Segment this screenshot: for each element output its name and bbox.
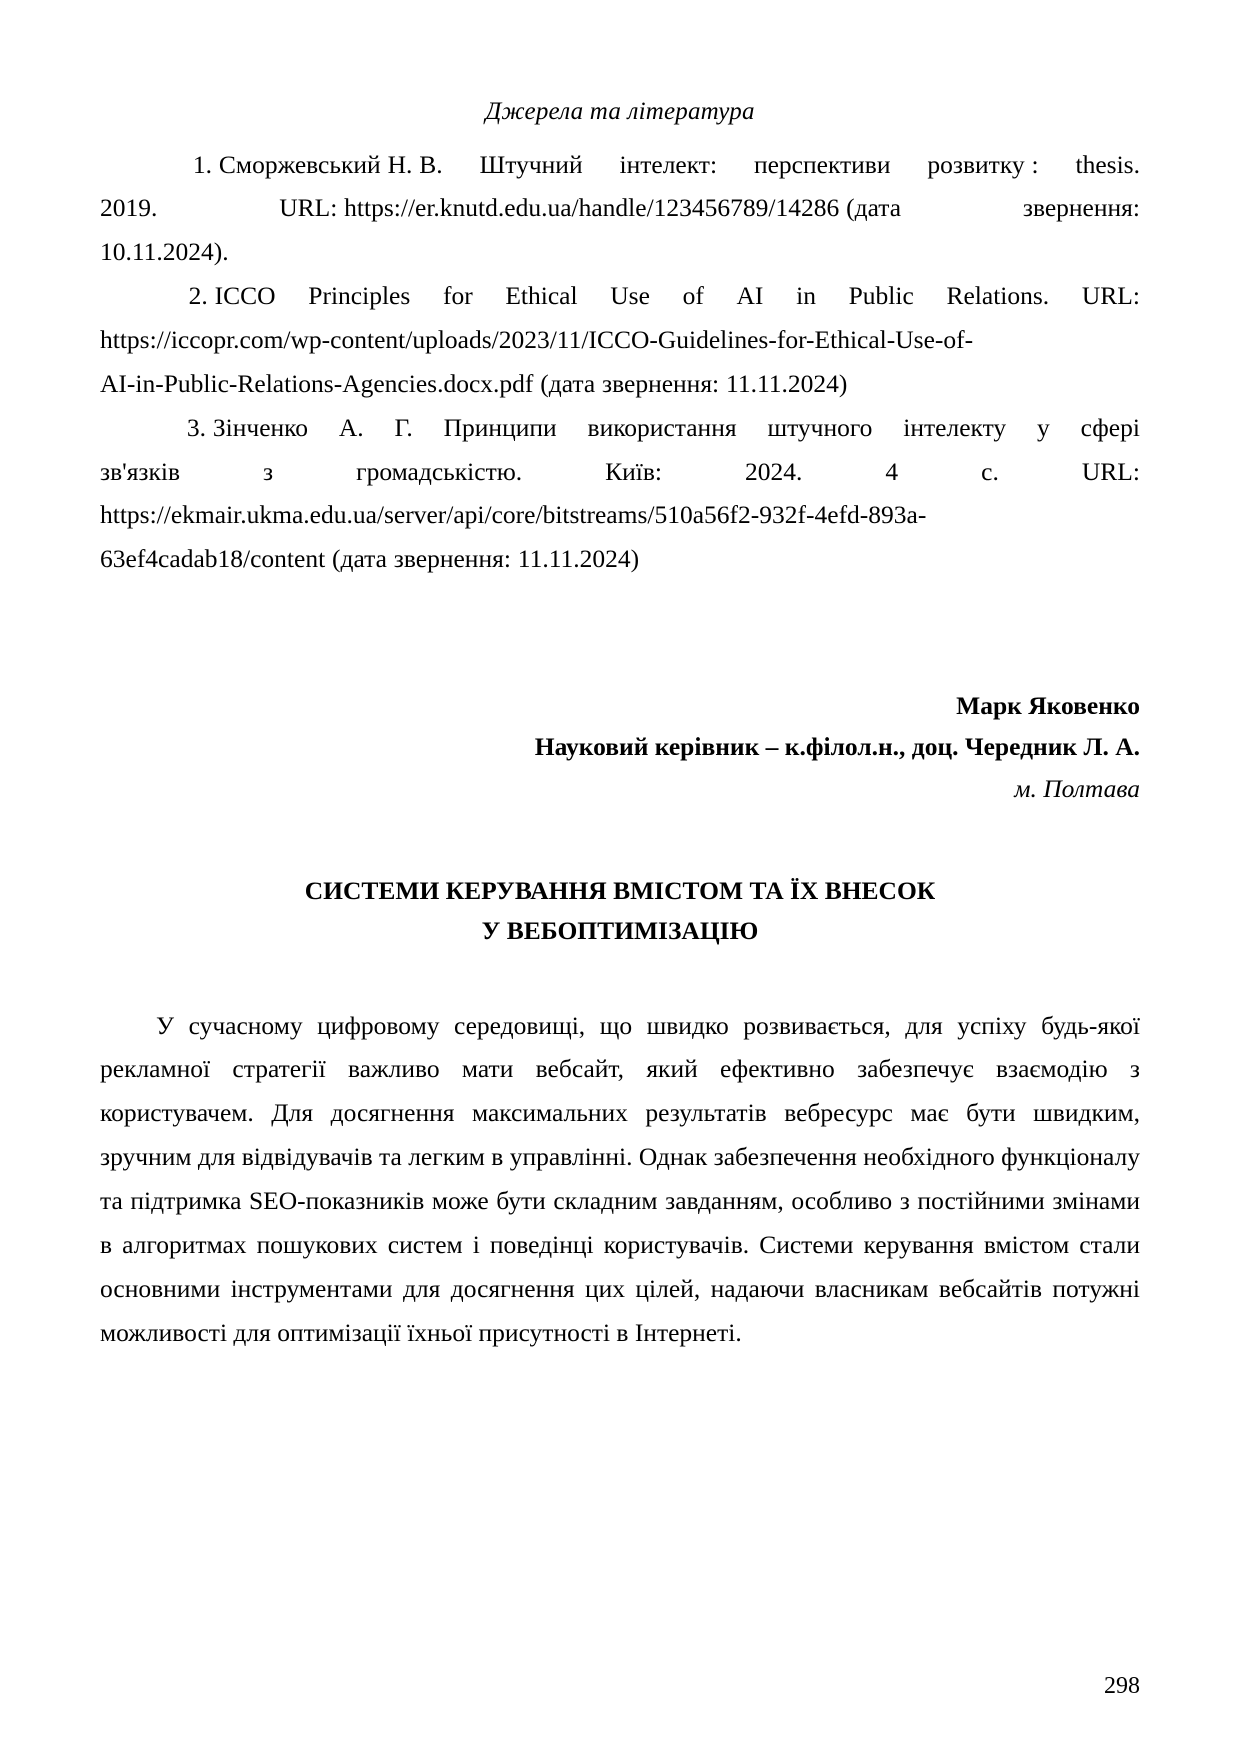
ref-fragment: звернення: <box>1022 193 1140 223</box>
reference-2-line-1 <box>100 274 1140 318</box>
ref-fragment: for <box>442 281 473 311</box>
reference-1-line-3: 10.11.2024). <box>100 237 229 267</box>
page-number: 298 <box>1104 1673 1140 1699</box>
ref-fragment: штучного <box>767 412 873 442</box>
ref-fragment: Штучний <box>479 149 583 179</box>
ref-fragment: А. <box>338 412 364 442</box>
author-block <box>100 685 1140 809</box>
ref-fragment: Principles <box>308 281 411 311</box>
reference-2-line-3: AI-in-Public-Relations-Agencies.docx.pdf (дата звернення: 11.11.2024) <box>100 368 848 398</box>
reference-2-line-2: https://iccopr.com/wp-content/uploads/2023/11/ICCO-Guidelines-for-Ethical-Use-of- <box>100 324 974 354</box>
ref-fragment: Київ: <box>605 456 663 486</box>
article-title <box>100 871 1140 952</box>
ref-fragment: Relations. <box>946 281 1050 311</box>
ref-fragment: thesis. <box>1075 149 1140 179</box>
ref-fragment: використання <box>587 412 737 442</box>
ref-fragment: перспективи <box>753 149 891 179</box>
author-supervisor: Науковий керівник – к.філол.н., доц. Чередник Л. А. <box>534 732 1140 762</box>
ref-fragment: AI <box>736 281 764 311</box>
ref-fragment: інтелекту <box>903 412 1007 442</box>
author-city: м. Полтава <box>1014 773 1140 803</box>
ref-fragment: 2024. <box>745 456 803 486</box>
ref-fragment: Public <box>848 281 914 311</box>
ref-fragment: інтелект: <box>619 149 718 179</box>
article-title-line-2: У ВЕБОПТИМІЗАЦІЮ <box>481 916 759 946</box>
ref-fragment: Ethical <box>505 281 578 311</box>
ref-fragment: URL: https://er.knutd.edu.ua/handle/123456789/14286 (дата <box>279 193 902 223</box>
reference-3-line-3: https://ekmair.ukma.edu.ua/server/api/core/bitstreams/510a56f2-932f-4efd-893a- <box>100 500 927 530</box>
reference-3-line-4: 63ef4cadab18/content (дата звернення: 11.11.2024) <box>100 544 640 574</box>
reference-list <box>100 143 1140 582</box>
ref-fragment: 2019. <box>100 193 158 223</box>
ref-fragment: громадськістю. <box>356 456 523 486</box>
ref-fragment: in <box>796 281 816 311</box>
ref-fragment: Принципи <box>443 412 557 442</box>
ref-fragment: сфері <box>1080 412 1140 442</box>
ref-fragment: з <box>263 456 274 486</box>
author-name: Марк Яковенко <box>956 691 1140 721</box>
ref-fragment: 4 <box>885 456 899 486</box>
reference-1-line-2 <box>100 186 1140 230</box>
article-body-paragraph: У сучасному цифровому середовищі, що швидко розвивається, для успіху будь-якої рекламної стратегії важливо мати вебсайт, який ефективно забезпечує взаємодію з користувачем. Для досягнення максимальних результатів вебресурс має бути швидким, зручним для відвідувачів та легким в управлінні. Однак забезпечення необхідного функціоналу та підтримка SEO-показників може бути складним завданням, особливо з постійними змінами в алгоритмах пошукових систем і поведінці користувачів. Системи керування вмістом стали основними інструментами для досягнення цих цілей, надаючи власникам вебсайтів потужні можливості для оптимізації їхньої присутності в Інтернеті. <box>100 1010 1140 1347</box>
reference-1-line-1 <box>100 143 1140 187</box>
ref-fragment: зв'язків <box>100 456 181 486</box>
reference-item-3 <box>100 406 1140 581</box>
ref-fragment: 2. ICCO <box>188 281 276 311</box>
reference-item-2 <box>100 274 1140 406</box>
reference-item-1 <box>100 143 1140 275</box>
reference-3-line-2 <box>100 450 1140 494</box>
reference-3-line-1 <box>100 406 1140 450</box>
article-title-line-1: СИСТЕМИ КЕРУВАННЯ ВМІСТОМ ТА ЇХ ВНЕСОК <box>304 875 936 905</box>
ref-fragment: of <box>682 281 704 311</box>
ref-fragment: Use <box>610 281 650 311</box>
ref-fragment: URL: <box>1081 456 1140 486</box>
ref-fragment: розвитку : <box>927 149 1039 179</box>
ref-fragment: 3. Зінченко <box>186 412 308 442</box>
sources-section-heading: Джерела та література <box>485 98 755 125</box>
ref-fragment: 1. Сморжевський Н. В. <box>192 149 443 179</box>
ref-fragment: у <box>1037 412 1050 442</box>
ref-fragment: Г. <box>394 412 413 442</box>
ref-fragment: URL: <box>1081 281 1140 311</box>
ref-fragment: с. <box>981 456 999 486</box>
